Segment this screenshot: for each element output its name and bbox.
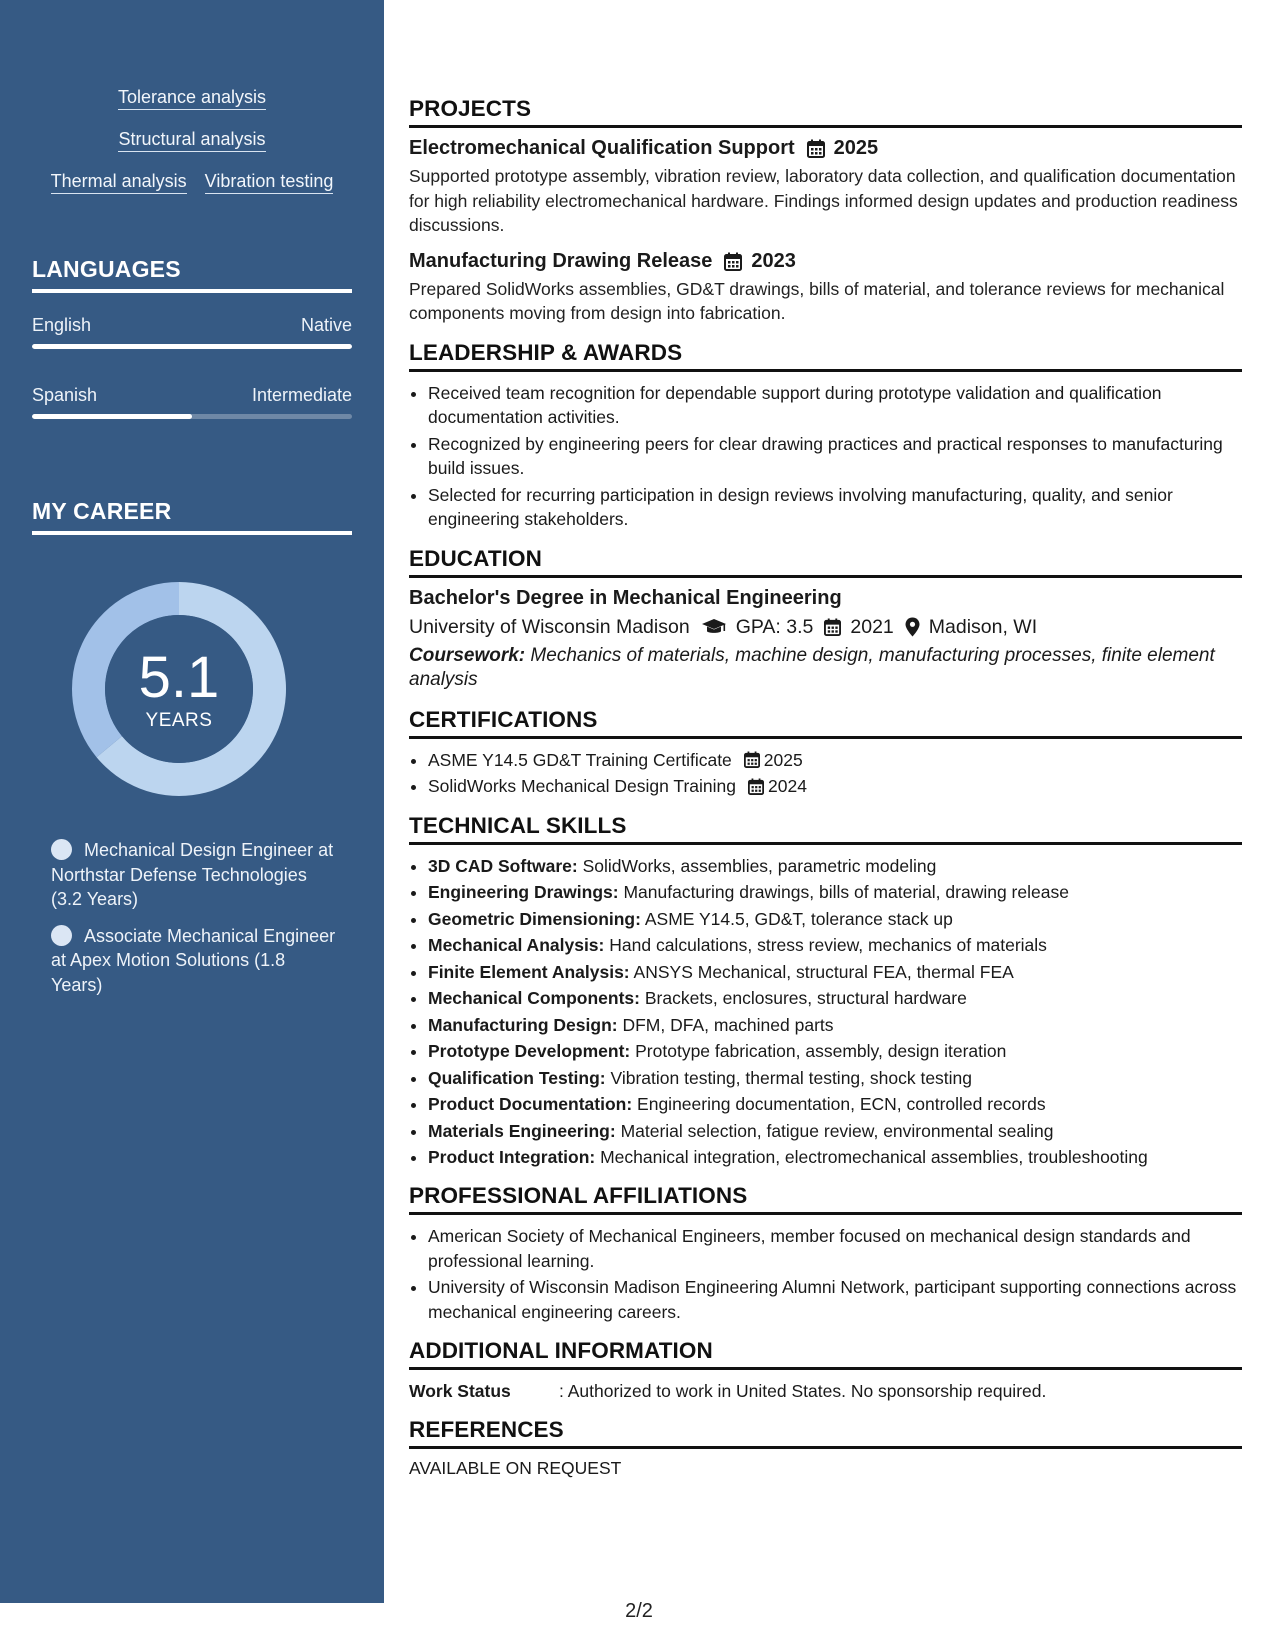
education-heading: EDUCATION xyxy=(409,546,1242,578)
skill-value: Engineering documentation, ECN, controlled records xyxy=(637,1094,1046,1114)
skill-item xyxy=(428,880,1242,904)
calendar-icon xyxy=(724,252,742,271)
career-legend-dot xyxy=(51,839,72,860)
calendar-icon xyxy=(807,139,825,158)
calendar-icon xyxy=(824,618,841,636)
certifications-section xyxy=(409,707,1242,799)
skill-value: SolidWorks, assemblies, parametric modeling xyxy=(582,855,937,876)
skill-value: DFM, DFA, machined parts xyxy=(622,1014,834,1035)
leadership-heading: LEADERSHIP & AWARDS xyxy=(409,340,1242,372)
school-name: University of Wisconsin Madison xyxy=(409,615,690,638)
certification-row xyxy=(428,774,1242,799)
graduation-year: 2021 xyxy=(850,615,894,638)
skill-label: Manufacturing Design: xyxy=(428,1014,618,1035)
language-level: Native xyxy=(300,315,352,335)
certification-item xyxy=(428,748,1242,773)
references-text: AVAILABLE ON REQUEST xyxy=(409,1458,622,1478)
skill-value: Mechanical integration, electromechanical assemblies, troubleshooting xyxy=(600,1147,1148,1167)
skill-tags xyxy=(32,86,352,212)
skill-item xyxy=(428,854,1242,878)
skill-item xyxy=(428,933,1242,957)
certification-name: • ASME Y14.5 GD&T Training Certificate xyxy=(428,749,732,770)
list-item: • Recognized by engineering peers for clear drawing practices and practical responses to manufacturing build issues. xyxy=(428,432,1242,481)
skill-item xyxy=(428,1119,1242,1143)
career-total-unit: YEARS xyxy=(145,710,213,731)
coursework-label: Coursework: xyxy=(409,644,526,666)
language-row xyxy=(32,385,352,406)
affiliations-list xyxy=(409,1224,1242,1324)
skill-label: Prototype Development: xyxy=(428,1041,631,1061)
work-status-value: : Authorized to work in United States. No sponsorship required. xyxy=(559,1381,1047,1401)
certification-year: 2025 xyxy=(763,749,803,770)
tag-row xyxy=(32,128,352,152)
career-list xyxy=(51,838,341,1009)
language-proficiency-bar xyxy=(32,344,352,349)
skill-item xyxy=(428,1092,1242,1116)
skill-label: Product Integration: xyxy=(428,1147,596,1167)
references-heading: REFERENCES xyxy=(409,1417,1242,1449)
skills-list xyxy=(409,854,1242,1170)
skill-value: Vibration testing, thermal testing, shock testing xyxy=(610,1067,973,1088)
language-name: Spanish xyxy=(32,385,98,405)
skill-value: Manufacturing drawings, bills of material, drawing release xyxy=(623,882,1069,902)
additional-info-section xyxy=(409,1338,1242,1403)
skill-label: Qualification Testing: xyxy=(428,1067,606,1088)
career-heading: MY CAREER xyxy=(32,498,352,535)
page-number: 2/2 xyxy=(625,1600,653,1622)
tag-row xyxy=(32,86,352,110)
certification-name: • SolidWorks Mechanical Design Training xyxy=(428,776,737,796)
language-level: Intermediate xyxy=(251,385,352,405)
references-section xyxy=(409,1417,1242,1479)
degree-title: Bachelor's Degree in Mechanical Engineering xyxy=(409,586,842,609)
skill-item xyxy=(428,1145,1242,1169)
list-item: • Selected for recurring participation in design reviews involving manufacturing, quality, and senior engineering stakeholders. xyxy=(428,483,1242,532)
skill-item xyxy=(428,1066,1242,1090)
skill-tag: Vibration testing xyxy=(205,170,334,194)
language-row xyxy=(32,315,352,336)
skill-label: 3D CAD Software: xyxy=(428,855,578,876)
career-item xyxy=(51,924,341,998)
career-total-years: 5.1 xyxy=(138,645,220,710)
certification-item xyxy=(428,774,1242,799)
skill-value: ANSYS Mechanical, structural FEA, thermal FEA xyxy=(633,961,1014,982)
project-title: Manufacturing Drawing Release xyxy=(409,249,713,272)
skill-label: Finite Element Analysis: xyxy=(428,961,630,982)
tag-row xyxy=(32,170,352,194)
skill-item xyxy=(428,907,1242,931)
career-donut-chart xyxy=(66,576,292,802)
language-proficiency-fill xyxy=(32,414,192,419)
main-content xyxy=(409,96,1242,1493)
skill-label: Mechanical Components: xyxy=(428,988,640,1008)
skill-label: Mechanical Analysis: xyxy=(428,935,605,955)
coursework xyxy=(409,644,1242,693)
project-title-row xyxy=(409,250,1242,273)
certifications-heading: CERTIFICATIONS xyxy=(409,707,1242,739)
list-item: • Received team recognition for dependable support during prototype validation and qualification documentation activities. xyxy=(428,381,1242,430)
skill-value: ASME Y14.5, GD&T, tolerance stack up xyxy=(644,908,953,929)
skill-label: Engineering Drawings: xyxy=(428,882,619,902)
project-year: 2023 xyxy=(751,249,796,272)
skills-section xyxy=(409,813,1242,1170)
education-location: Madison, WI xyxy=(928,615,1038,638)
skill-label: Product Documentation: xyxy=(428,1094,633,1114)
language-name: English xyxy=(32,315,92,335)
skill-item xyxy=(428,986,1242,1010)
skill-label: Materials Engineering: xyxy=(428,1120,616,1141)
education-section xyxy=(409,546,1242,693)
skill-tag: Thermal analysis xyxy=(51,170,187,194)
projects-section xyxy=(409,96,1242,326)
calendar-icon xyxy=(748,778,764,795)
skill-item xyxy=(428,1039,1242,1063)
skill-value: Brackets, enclosures, structural hardware xyxy=(644,988,967,1008)
career-item-text: Mechanical Design Engineer at Northstar Defense Technologies (3.2 Years) xyxy=(51,840,334,909)
list-item: • American Society of Mechanical Engineers, member focused on mechanical design standards and professional learning. xyxy=(428,1224,1242,1273)
skills-heading: TECHNICAL SKILLS xyxy=(409,813,1242,845)
language-proficiency-fill xyxy=(32,344,352,349)
skill-tag: Tolerance analysis xyxy=(118,86,266,110)
list-item: • University of Wisconsin Madison Engineering Alumni Network, participant supporting connections across mechanical engineering careers. xyxy=(428,1275,1242,1324)
skill-tag: Structural analysis xyxy=(118,128,265,152)
education-details xyxy=(409,616,1242,639)
skill-value: Prototype fabrication, assembly, design iteration xyxy=(635,1041,1007,1061)
projects-heading: PROJECTS xyxy=(409,96,1242,128)
skill-value: Material selection, fatigue review, environmental sealing xyxy=(620,1120,1054,1141)
skill-label: Geometric Dimensioning: xyxy=(428,908,641,929)
career-item xyxy=(51,838,341,912)
additional-info-heading: ADDITIONAL INFORMATION xyxy=(409,1338,1242,1370)
work-status-label: Work Status xyxy=(409,1381,511,1401)
certification-row xyxy=(428,748,1242,773)
certifications-list xyxy=(409,748,1242,799)
graduation-cap-icon xyxy=(701,618,727,636)
project-title: Electromechanical Qualification Support xyxy=(409,137,795,159)
leadership-section xyxy=(409,340,1242,532)
map-pin-icon xyxy=(905,617,920,637)
gpa: GPA: 3.5 xyxy=(735,615,814,638)
career-item-text: Associate Mechanical Engineer at Apex Motion Solutions (1.8 Years) xyxy=(51,925,336,995)
coursework-text: Mechanics of materials, machine design, manufacturing processes, finite element analysis xyxy=(409,644,1215,690)
skill-item xyxy=(428,1013,1242,1037)
sidebar xyxy=(0,0,384,1603)
language-proficiency-bar xyxy=(32,414,352,419)
languages-heading: LANGUAGES xyxy=(32,256,352,293)
certification-year: 2024 xyxy=(768,776,807,796)
project-description: Supported prototype assembly, vibration review, laboratory data collection, and qualification documentation for high reliability electromechanical hardware. Findings informed design updates and production readiness discussions. xyxy=(409,166,1238,235)
career-legend-dot xyxy=(51,925,72,946)
work-status-row xyxy=(409,1379,1242,1403)
skill-value: Hand calculations, stress review, mechanics of materials xyxy=(609,935,1047,955)
project-description: Prepared SolidWorks assemblies, GD&T drawings, bills of material, and tolerance reviews for mechanical components moving from design into fabrication. xyxy=(409,278,1225,323)
calendar-icon xyxy=(744,751,760,768)
skill-item xyxy=(428,960,1242,984)
project-title-row xyxy=(409,137,1242,160)
affiliations-section xyxy=(409,1183,1242,1324)
project-year: 2025 xyxy=(833,137,879,159)
leadership-list xyxy=(409,381,1242,532)
affiliations-heading: PROFESSIONAL AFFILIATIONS xyxy=(409,1183,1242,1215)
